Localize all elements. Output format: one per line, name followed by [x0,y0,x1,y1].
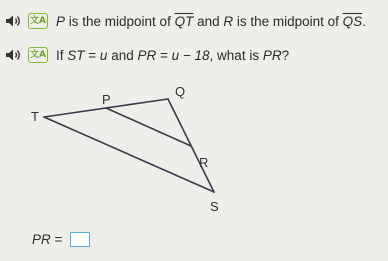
point-p: P [56,13,66,29]
text: If [56,47,68,63]
point-r: R [223,13,234,29]
triangle-lines [44,99,214,192]
text: , what is [209,47,263,63]
answer-equals: = [50,232,67,247]
text: = [84,47,100,63]
segment-ts-line [44,117,214,192]
label-r: R [199,155,209,170]
segment-st: ST [67,47,85,63]
answer-row [32,232,90,247]
label-p: P [102,92,111,107]
translate-glyph: 文A [30,15,46,26]
period: . [362,13,366,29]
segment-qs: $\overline{QS}$ [342,13,363,29]
translate-glyph: 文A [30,49,46,60]
segment-pr-line [106,108,191,146]
text: and [107,47,138,63]
label-q: Q [175,84,186,99]
text: = [156,47,172,63]
expression: u − 18 [171,47,210,63]
label-s: S [210,199,219,214]
answer-input[interactable] [70,232,90,247]
text: is the midpoint of [65,13,175,29]
segment-pr: PR [137,47,157,63]
question-mark: ? [281,47,290,63]
answer-label: PR [32,232,51,247]
text: is the midpoint of [233,13,343,29]
var-u: u [99,47,108,63]
text: and [193,13,224,29]
label-t: T [31,109,39,124]
segment-qt: $\overline{QT}$ [174,13,194,29]
segment-pr: PR [262,47,282,63]
